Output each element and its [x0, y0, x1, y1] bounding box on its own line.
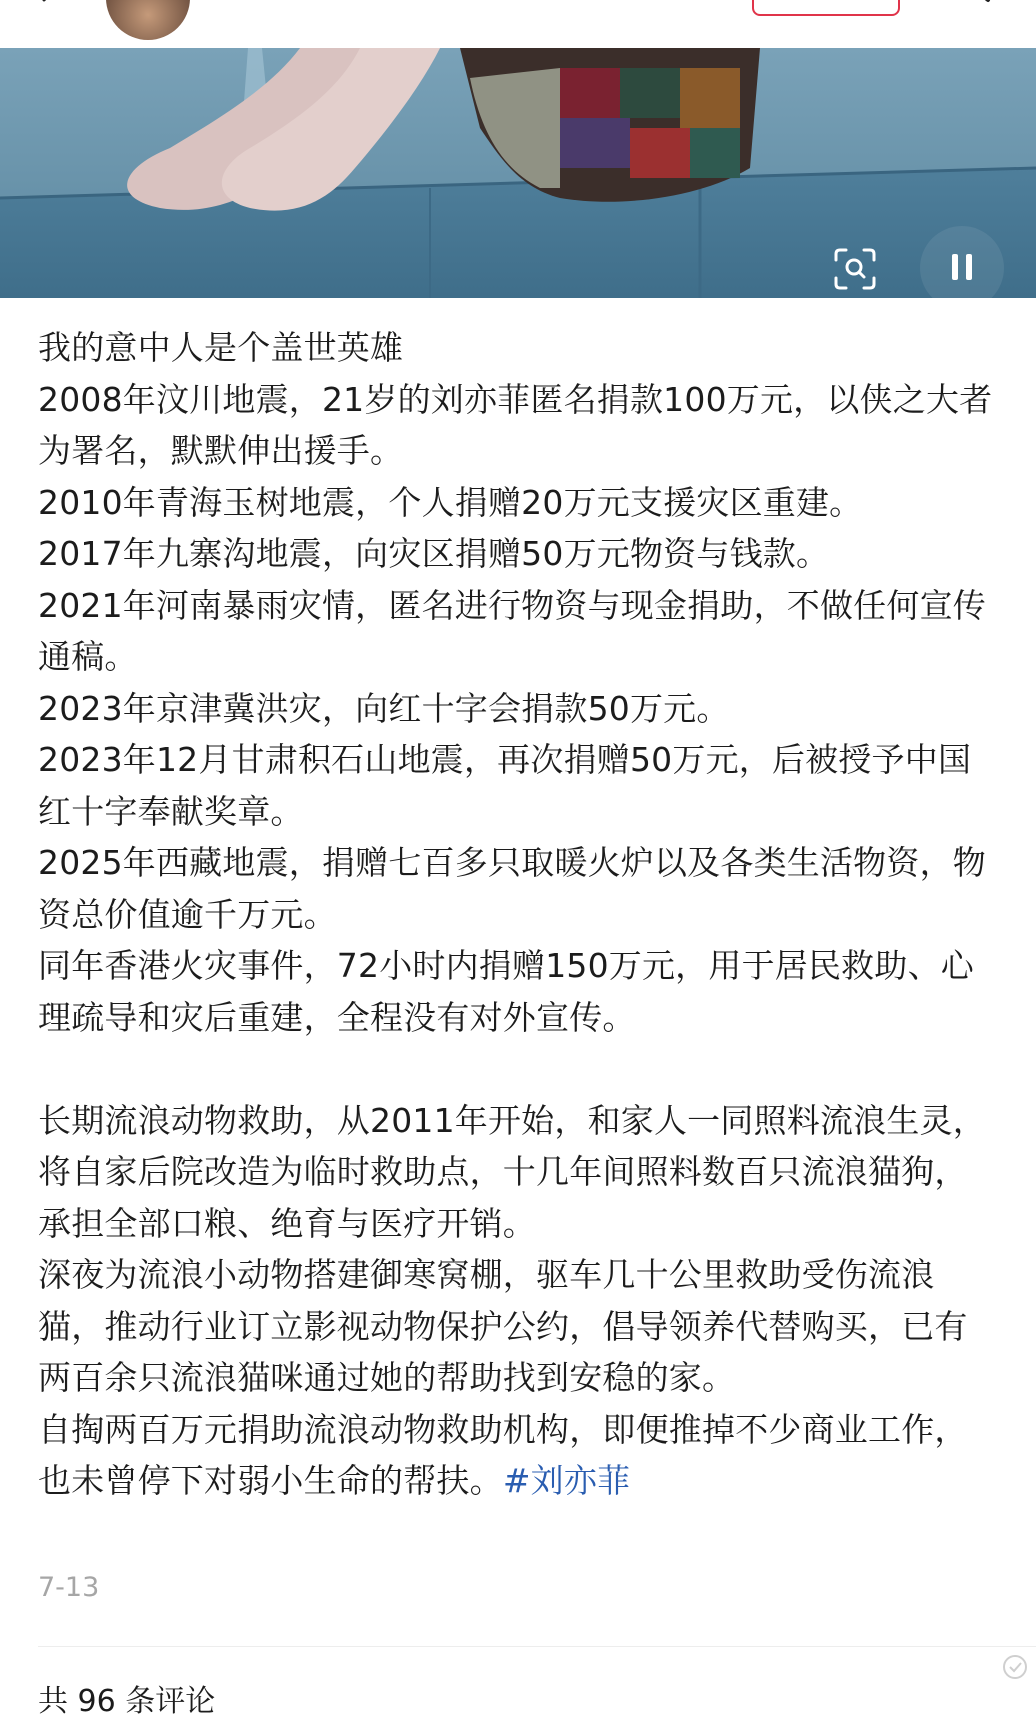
- video-frame: [0, 48, 1036, 298]
- post-date: 7-13: [38, 1572, 100, 1603]
- scan-icon[interactable]: [832, 246, 878, 292]
- watermark-icon: [1002, 1654, 1028, 1680]
- post-paragraph: [38, 1095, 998, 1507]
- post-paragraph-text: 长期流浪动物救助，从2011年开始，和家人一同照料流浪生灵，将自家后院改造为临时救助点，十几年间照料数百只流浪猫狗，承担全部口粮、绝育与医疗开销。 深夜为流浪小动物搭建御寒窝棚，驱车几十公里救助受伤流浪猫，推动行业订立影视动物保护公约，倡导领养代替购买，已有两百余只流浪猫咪通过她的帮助找到安稳的家。 自掏两百万元捐助流浪动物救助机构，即便推掉不少商业工作，也未曾停下对弱小生命的帮扶。: [38, 1100, 986, 1500]
- pause-icon: [920, 226, 1004, 298]
- divider: [38, 1646, 1036, 1647]
- search-icon[interactable]: [952, 0, 992, 16]
- pause-button[interactable]: [920, 226, 1004, 298]
- post-body: [38, 322, 998, 1507]
- avatar[interactable]: [106, 0, 190, 40]
- follow-button[interactable]: [752, 0, 900, 16]
- chevron-left-icon[interactable]: [38, 0, 62, 10]
- paragraph-spacer: [38, 1043, 998, 1095]
- post-paragraph: 我的意中人是个盖世英雄 2008年汶川地震，21岁的刘亦菲匿名捐款100万元，以侠之大者为署名，默默伸出援手。 2010年青海玉树地震，个人捐赠20万元支援灾区重建。 2017年九寨沟地震，向灾区捐赠50万元物资与钱款。 2021年河南暴雨灾情，匿名进行物资与现金捐助，不做任何宣传通稿。 2023年京津冀洪灾，向红十字会捐款50万元。 2023年12月甘肃积石山地震，再次捐赠50万元，后被授予中国红十字奉献奖章。 2025年西藏地震，捐赠七百多只取暖火炉以及各类生活物资，物资总价值逾千万元。 同年香港火灾事件，72小时内捐赠150万元，用于居民救助、心理疏导和灾后重建，全程没有对外宣传。: [38, 328, 993, 1037]
- comment-count: 共 96 条评论: [38, 1684, 216, 1719]
- video-player[interactable]: [0, 48, 1036, 298]
- top-bar: [0, 0, 1036, 48]
- hashtag-link[interactable]: #刘亦菲: [502, 1461, 631, 1500]
